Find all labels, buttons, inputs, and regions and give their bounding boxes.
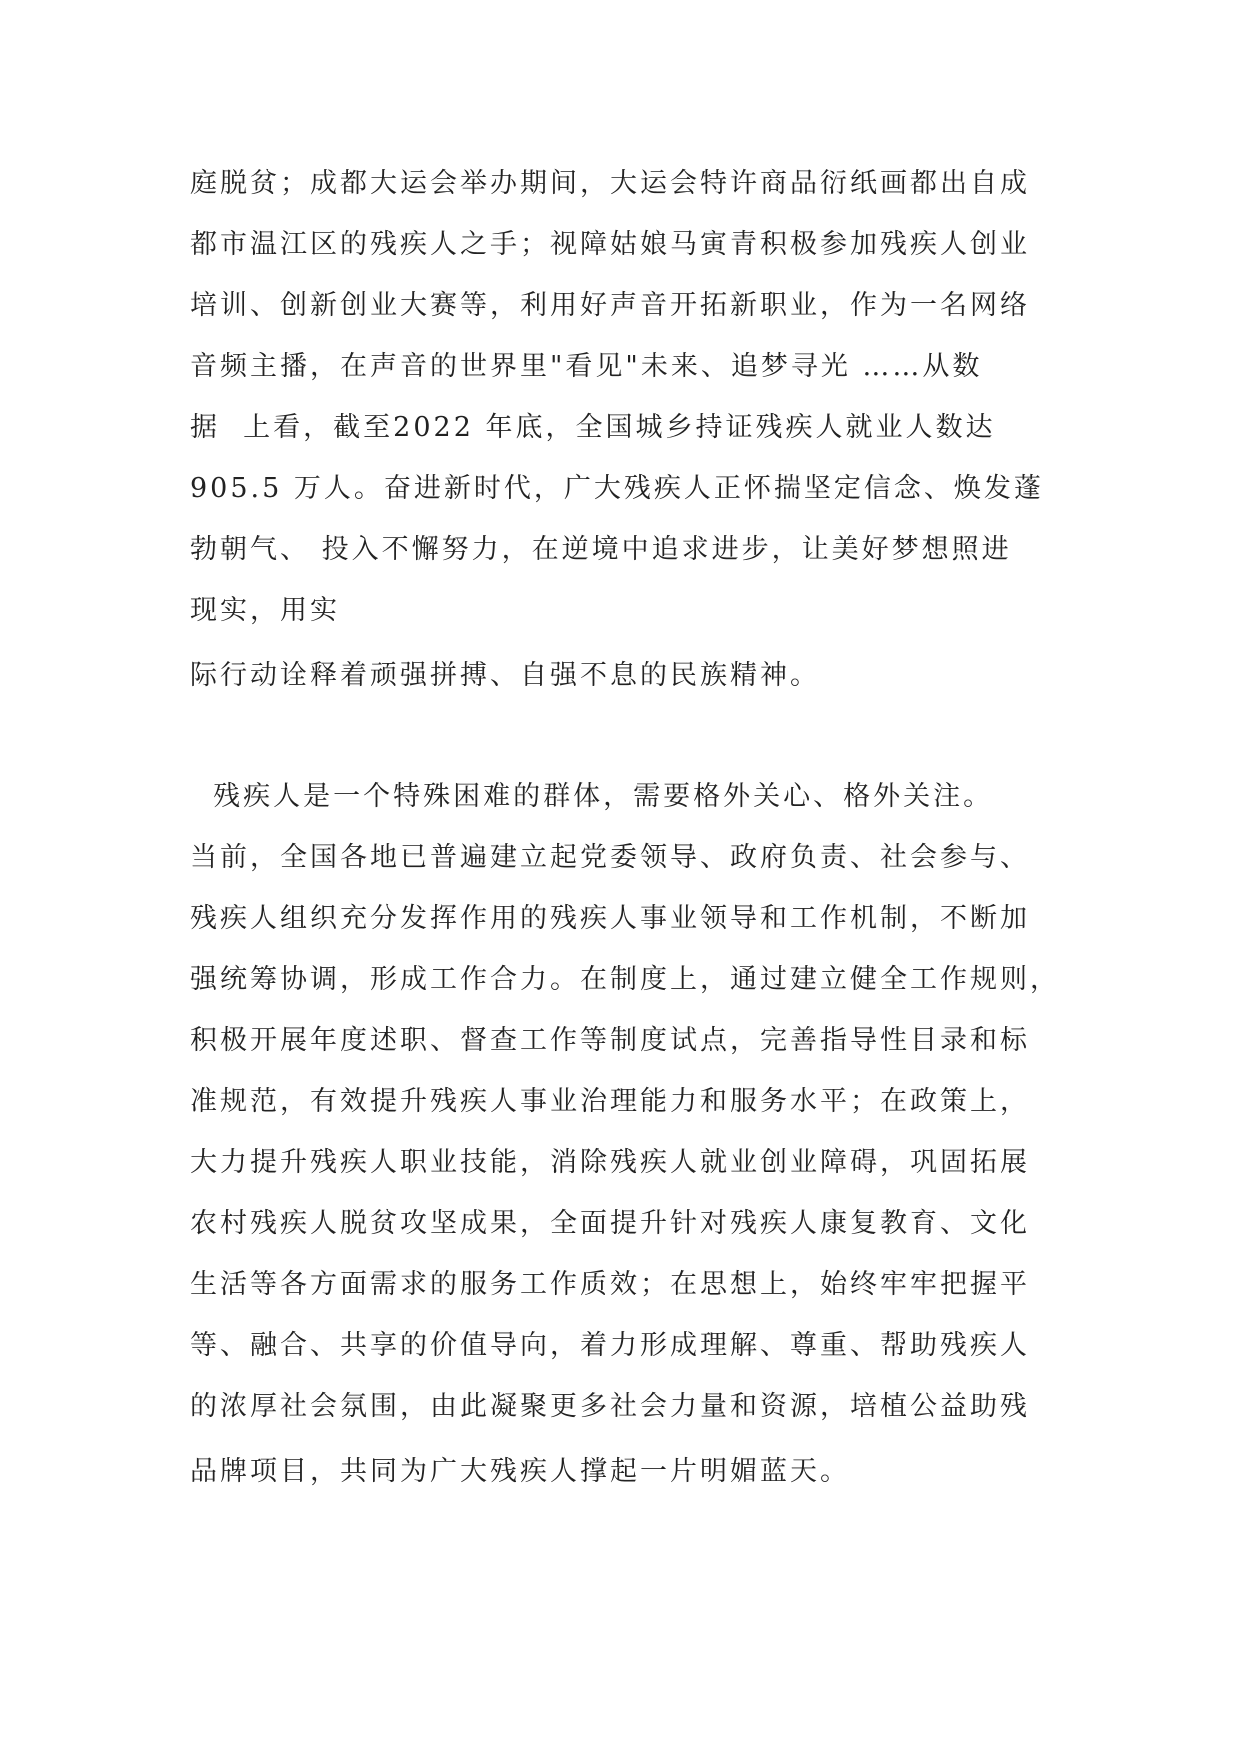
text-line: 庭脱贫；成都大运会举办期间，大运会特许商品衍纸画都出自成 — [190, 168, 1030, 199]
text-line: 据 上看，截至2022 年底，全国城乡持证残疾人就业人数达 — [190, 412, 996, 443]
text-line: 等、融合、共享的价值导向，着力形成理解、尊重、帮助残疾人 — [190, 1330, 1030, 1361]
text-line: 际行动诠释着顽强拼搏、自强不息的民族精神。 — [190, 660, 820, 691]
text-line: 农村残疾人脱贫攻坚成果，全面提升针对残疾人康复教育、文化 — [190, 1208, 1030, 1239]
text-line: 强统筹协调，形成工作合力。在制度上，通过建立健全工作规则， — [190, 964, 1060, 995]
text-line: 准规范，有效提升残疾人事业治理能力和服务水平；在政策上， — [190, 1086, 1030, 1117]
text-line: 培训、创新创业大赛等，利用好声音开拓新职业，作为一名网络 — [190, 290, 1030, 321]
text-line: 勃朝气、 投入不懈努力，在逆境中追求进步，让美好梦想照进 — [190, 534, 1012, 565]
text-line: 905.5 万人。奋进新时代，广大残疾人正怀揣坚定信念、焕发蓬 — [190, 473, 1044, 504]
text-line: 生活等各方面需求的服务工作质效；在思想上，始终牢牢把握平 — [190, 1269, 1030, 1300]
text-line: 残疾人是一个特殊困难的群体，需要格外关心、格外关注。 — [190, 781, 994, 812]
text-line: 大力提升残疾人职业技能，消除残疾人就业创业障碍，巩固拓展 — [190, 1147, 1030, 1178]
text-line: 积极开展年度述职、督查工作等制度试点，完善指导性目录和标 — [190, 1025, 1030, 1056]
text-line: 残疾人组织充分发挥作用的残疾人事业领导和工作机制，不断加 — [190, 903, 1030, 934]
text-line: 品牌项目，共同为广大残疾人撑起一片明媚蓝天。 — [190, 1456, 850, 1487]
text-line: 现实，用实 — [190, 595, 340, 626]
text-line: 当前，全国各地已普遍建立起党委领导、政府负责、社会参与、 — [190, 842, 1030, 873]
text-line: 的浓厚社会氛围，由此凝聚更多社会力量和资源，培植公益助残 — [190, 1391, 1030, 1422]
text-line: 音频主播，在声音的世界里"看见"未来、追梦寻光 ……从数 — [190, 351, 983, 382]
text-line: 都市温江区的残疾人之手；视障姑娘马寅青积极参加残疾人创业 — [190, 229, 1030, 260]
